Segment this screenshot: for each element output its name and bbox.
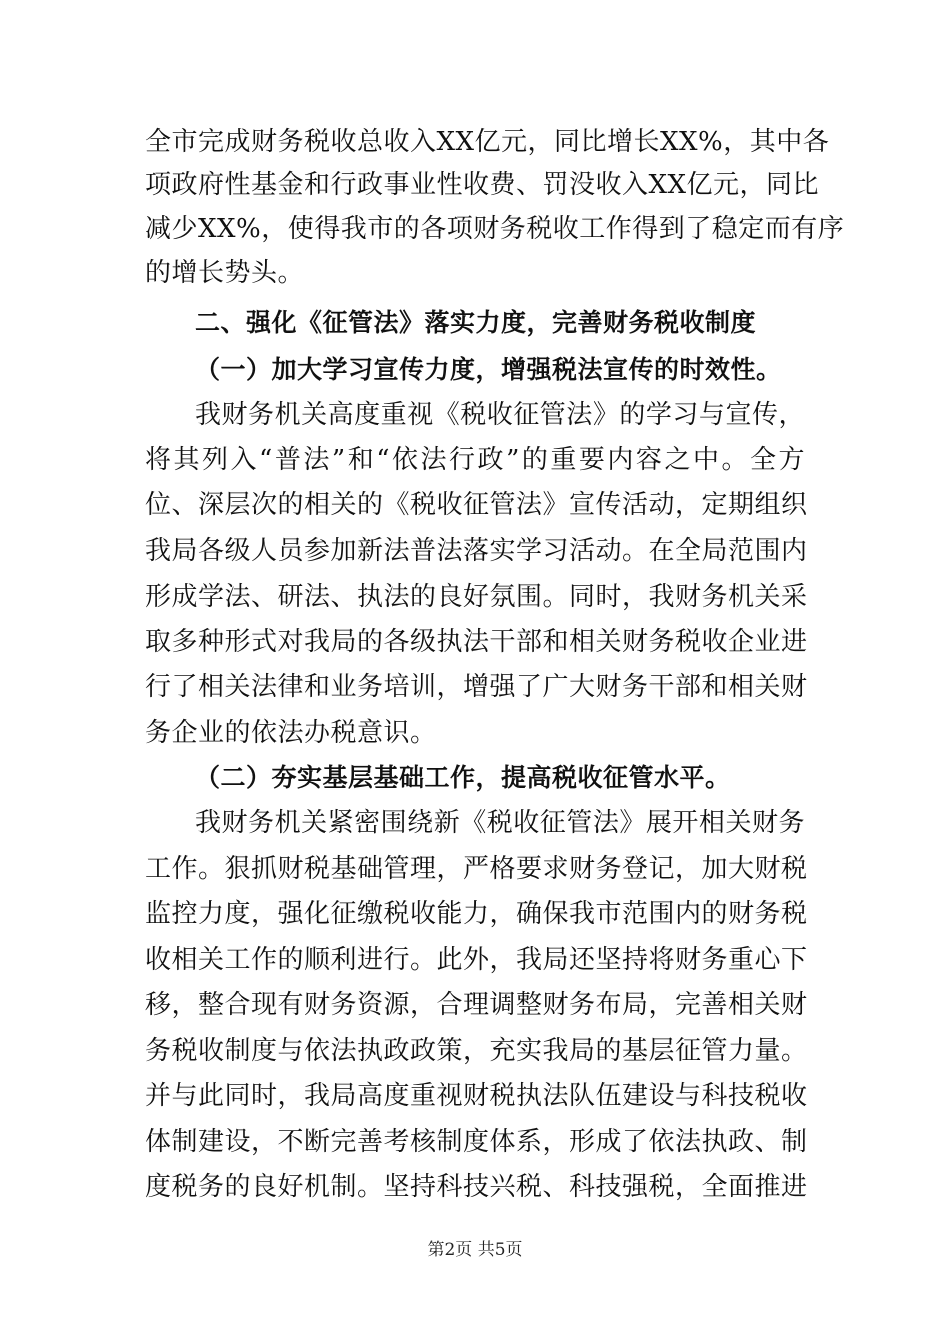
paragraph-line: 务税收制度与依法执政政策，充实我局的基层征管力量。 <box>145 1036 808 1066</box>
paragraph-line: 工作。狠抓财税基础管理，严格要求财务登记，加大财税 <box>145 854 808 884</box>
paragraph-line: 我财务机关紧密围绕新《税收征管法》展开相关财务 <box>195 808 805 838</box>
paragraph-line: 的增长势头。 <box>145 258 305 288</box>
paragraph-line: 我财务机关高度重视《税收征管法》的学习与宣传， <box>195 400 805 430</box>
paragraph-line: 度税务的良好机制。坚持科技兴税、科技强税，全面推进 <box>145 1172 808 1202</box>
paragraph-line: 体制建设，不断完善考核制度体系，形成了依法执政、制 <box>145 1127 808 1157</box>
paragraph-line: 位、深层次的相关的《税收征管法》宣传活动，定期组织 <box>145 490 808 520</box>
paragraph-line: 行了相关法律和业务培训，增强了广大财务干部和相关财 <box>145 672 808 702</box>
paragraph-line: 务企业的依法办税意识。 <box>145 718 437 748</box>
paragraph-line: 监控力度，强化征缴税收能力，确保我市范围内的财务税 <box>145 899 808 929</box>
paragraph-line: 将其列入“普法”和“依法行政”的重要内容之中。全方 <box>145 445 805 475</box>
paragraph-line: 并与此同时，我局高度重视财税执法队伍建设与科技税收 <box>145 1081 808 1111</box>
paragraph-line: 减少XX%，使得我市的各项财务税收工作得到了稳定而有序 <box>145 214 845 244</box>
paragraph-line: 形成学法、研法、执法的良好氛围。同时，我财务机关采 <box>145 582 808 612</box>
paragraph-line: 项政府性基金和行政事业性收费、罚没收入XX亿元，同比 <box>145 170 820 200</box>
paragraph-line: 全市完成财务税收总收入XX亿元，同比增长XX%，其中各 <box>145 127 830 157</box>
paragraph-line: 移，整合现有财务资源，合理调整财务布局，完善相关财 <box>145 990 808 1020</box>
page-footer: 第2页 共5页 <box>427 1240 523 1260</box>
subsection-heading: （一）加大学习宣传力度，增强税法宣传的时效性。 <box>195 355 782 384</box>
paragraph-line: 收相关工作的顺利进行。此外，我局还坚持将财务重心下 <box>145 945 808 975</box>
paragraph-line: 取多种形式对我局的各级执法干部和相关财务税收企业进 <box>145 627 808 657</box>
subsection-heading: （二）夯实基层基础工作，提高税收征管水平。 <box>195 763 731 792</box>
paragraph-line: 我局各级人员参加新法普法落实学习活动。在全局范围内 <box>145 536 808 566</box>
section-heading: 二、强化《征管法》落实力度，完善财务税收制度 <box>195 308 757 337</box>
